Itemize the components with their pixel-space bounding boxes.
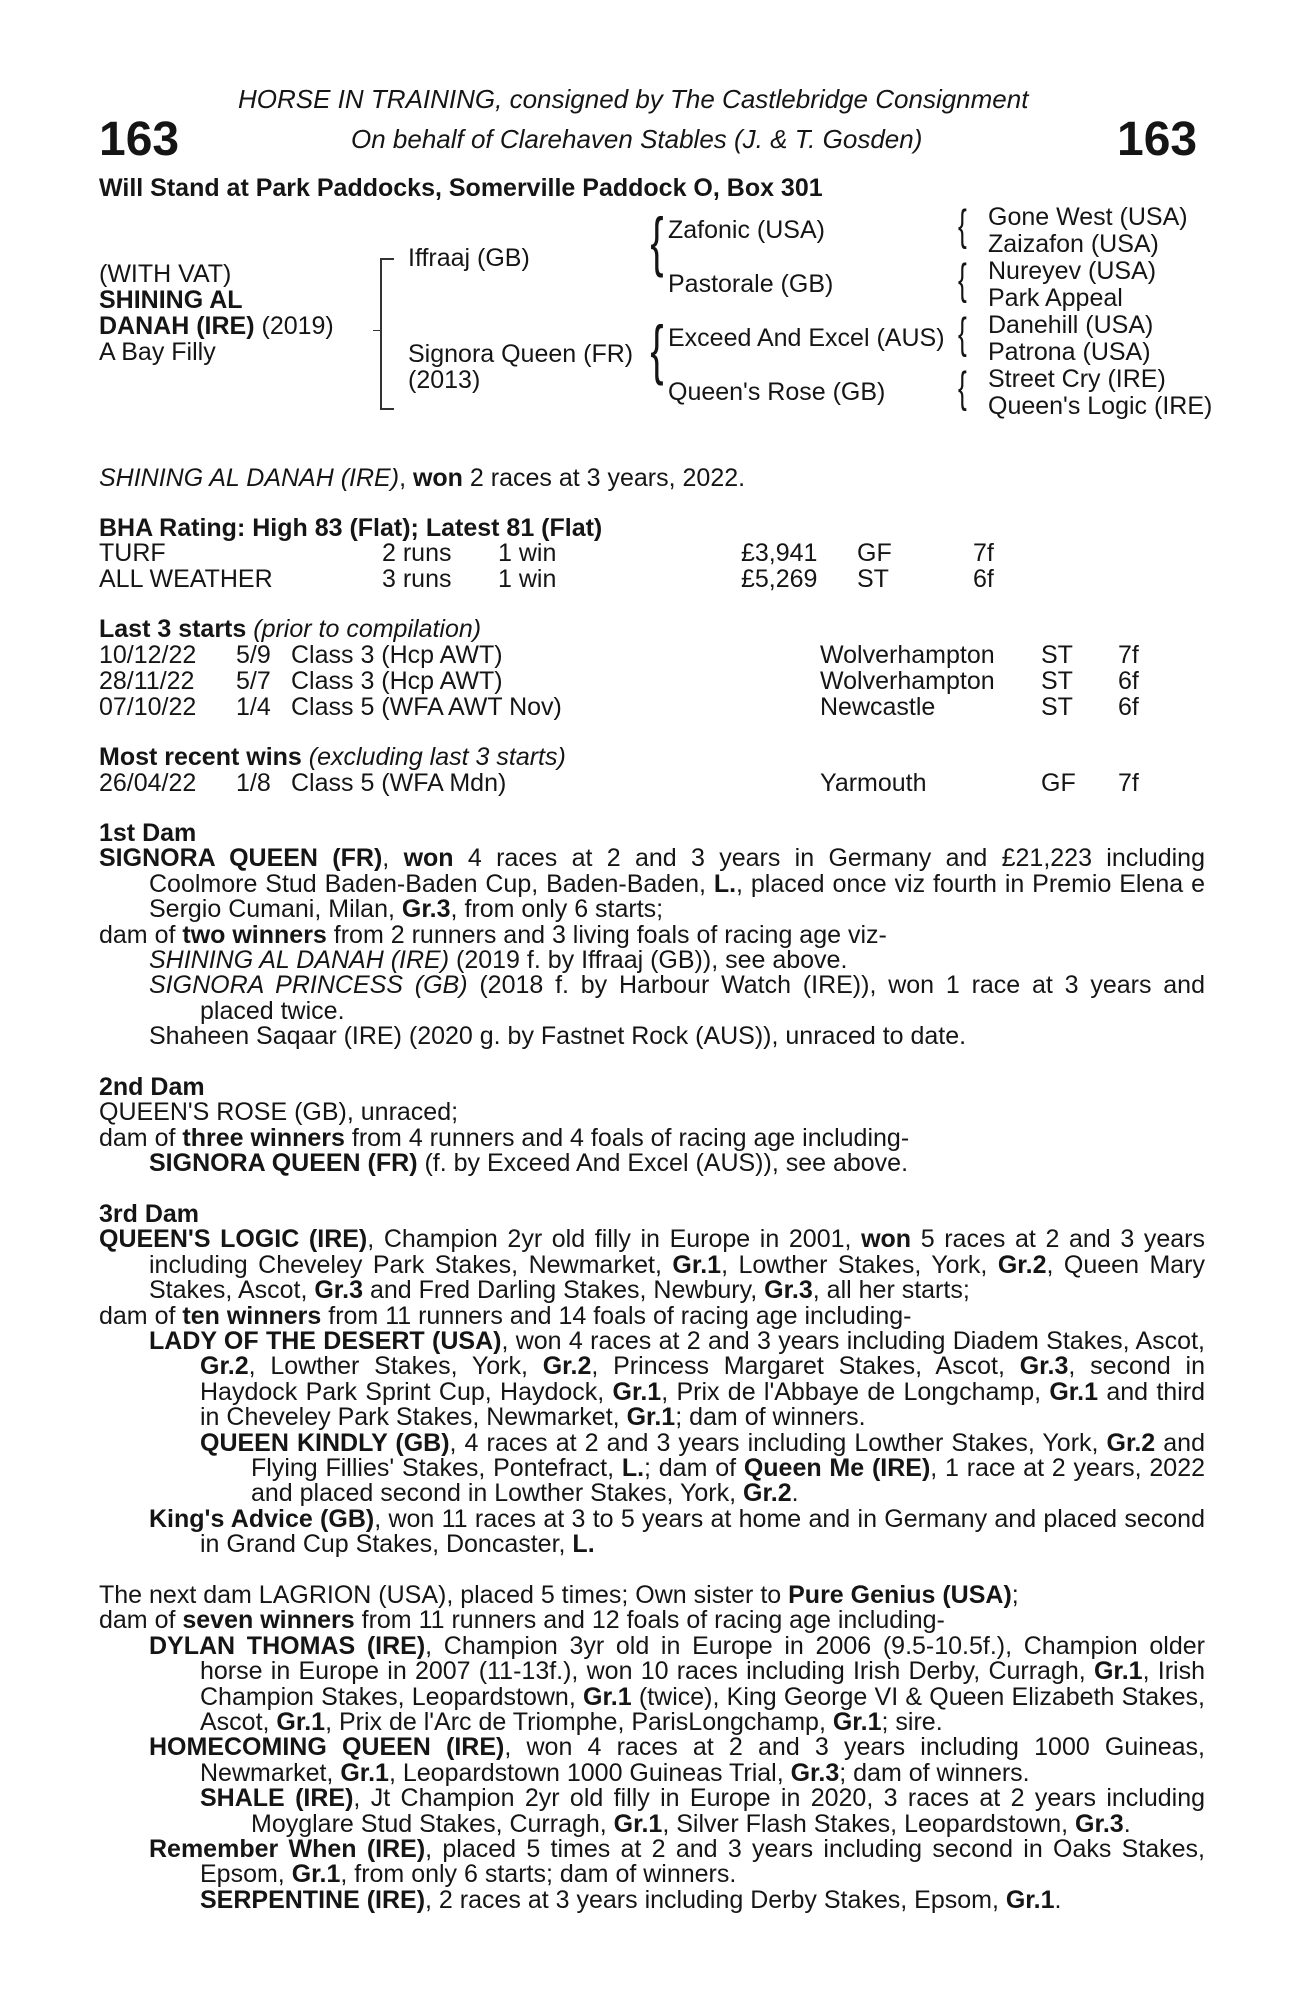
text: , 4 races at 2 and 3 years including Lowther Stakes, York, xyxy=(449,1428,1107,1457)
recent-note: (excluding last 3 starts) xyxy=(301,743,566,771)
dam-dam: Queen's Rose (GB) xyxy=(668,378,886,406)
winners-count: two winners xyxy=(182,920,327,949)
winners-count: seven winners xyxy=(182,1606,355,1635)
pedigree-brace-point xyxy=(373,330,380,331)
race-summary xyxy=(99,466,745,491)
win-race: Class 5 (WFA Mdn) xyxy=(291,769,507,797)
win-position: 1/8 xyxy=(236,769,271,797)
text: , from only 6 starts; xyxy=(450,895,664,924)
start-race: Class 5 (WFA AWT Nov) xyxy=(291,693,562,721)
text: from 4 runners and 4 foals of racing age including- xyxy=(344,1123,910,1152)
dam-produce-line xyxy=(99,1123,1205,1152)
grade: Gr.1 xyxy=(583,1682,632,1711)
start-course: Newcastle xyxy=(820,693,936,721)
stand-location: Will Stand at Park Paddocks, Somerville Paddock O, Box 301 xyxy=(99,174,823,202)
lot-number-left: 163 xyxy=(99,113,180,166)
produce-name: Pure Genius (USA) xyxy=(788,1581,1012,1609)
start-position: 5/9 xyxy=(236,641,271,669)
produce-entry: Shaheen Saqaar (IRE) (2020 g. by Fastnet Rock (AUS)), unraced to date. xyxy=(149,1022,967,1051)
text: , xyxy=(382,844,404,873)
text: and Flying Fillies' Stakes, Pontefract, xyxy=(251,1428,1205,1483)
text: ; sire. xyxy=(881,1708,943,1737)
start-distance: 6f xyxy=(1118,693,1139,721)
text: , Lowther Stakes, York, xyxy=(248,1352,543,1381)
produce-entry xyxy=(99,948,1205,973)
text: dam of xyxy=(99,920,183,949)
lot-number-right: 163 xyxy=(1117,113,1198,166)
text: The next dam LAGRION (USA), placed 5 times; Own sister to xyxy=(99,1581,789,1609)
produce-name: DYLAN THOMAS (IRE) xyxy=(149,1631,426,1660)
recent-wins-heading xyxy=(99,745,566,770)
grade: Gr.1 xyxy=(612,1377,662,1406)
text: dam of xyxy=(99,1301,183,1330)
produce-name: SIGNORA QUEEN (FR) xyxy=(149,1149,418,1178)
gen3-ddd: Queen's Logic (IRE) xyxy=(988,392,1213,420)
produce-name: Queen Me (IRE) xyxy=(743,1454,931,1483)
consignor-line: HORSE IN TRAINING, consigned by The Castlebridge Consignment xyxy=(238,84,1029,114)
produce-name: SHALE (IRE) xyxy=(200,1784,354,1813)
rating-row-runs: 3 runs xyxy=(382,565,452,593)
text: , Champion 2yr old filly in Europe in 2001, xyxy=(367,1225,862,1254)
gen3-sdd: Park Appeal xyxy=(988,284,1123,312)
produce-entry xyxy=(99,1786,1205,1837)
last3-note: (prior to compilation) xyxy=(246,615,482,643)
g3-brace-3: { xyxy=(957,309,967,358)
text: (2019 f. by Iffraaj (GB)), see above. xyxy=(449,946,848,975)
text: , from only 6 starts; dam of winners. xyxy=(340,1860,737,1889)
start-race: Class 3 (Hcp AWT) xyxy=(291,641,503,669)
start-course: Wolverhampton xyxy=(820,641,995,669)
rating-row-wins: 1 win xyxy=(498,565,557,593)
produce-name: SHINING AL DANAH (IRE) xyxy=(149,946,450,975)
text: ; dam of xyxy=(644,1454,744,1483)
sire-brace: { xyxy=(650,204,664,278)
start-date: 28/11/22 xyxy=(99,667,195,695)
produce-entry xyxy=(99,1885,1205,1914)
section-heading: 1st Dam xyxy=(99,819,197,847)
sire: Iffraaj (GB) xyxy=(408,244,530,272)
text: , Queen Mary Stakes, Ascot, xyxy=(149,1250,1206,1305)
text: , all her starts; xyxy=(812,1276,970,1305)
produce-name: King's Advice (GB) xyxy=(149,1504,375,1533)
text: , 1 race at 2 years, 2022 and placed second in Lowther Stakes, York, xyxy=(251,1454,1205,1508)
produce-name: SERPENTINE (IRE) xyxy=(200,1885,426,1914)
start-going: ST xyxy=(1041,641,1073,669)
text: , Prix de l'Arc de Triomphe, ParisLongchamp, xyxy=(325,1708,833,1737)
horse-name-line2 xyxy=(99,314,334,339)
produce-name: LADY OF THE DESERT (USA) xyxy=(149,1327,502,1356)
text: from 11 runners and 14 foals of racing age including- xyxy=(321,1301,912,1330)
next-dam-section xyxy=(99,1583,1205,1913)
rating-row-going: GF xyxy=(857,539,892,567)
sire-dam: Pastorale (GB) xyxy=(668,270,834,298)
summary-horse: SHINING AL DANAH (IRE) xyxy=(99,464,400,492)
produce-entry xyxy=(99,1631,1205,1737)
win-course: Yarmouth xyxy=(820,769,927,797)
text: , Princess Margaret Stakes, Ascot, xyxy=(591,1352,1020,1381)
text: (f. by Exceed And Excel (AUS)), see above. xyxy=(417,1149,909,1178)
recent-title: Most recent wins xyxy=(99,743,302,771)
grade: Gr.1 xyxy=(832,1708,882,1737)
produce-entry xyxy=(99,973,1205,1024)
vat-note: (WITH VAT) xyxy=(99,260,232,288)
text: dam of xyxy=(99,1123,183,1152)
gen3-dsd: Patrona (USA) xyxy=(988,338,1151,366)
grade: Gr.1 xyxy=(1093,1657,1143,1686)
gen3-dds: Street Cry (IRE) xyxy=(988,365,1166,393)
text: from 2 runners and 3 living foals of racing age viz- xyxy=(326,920,887,949)
grade: Gr.1 xyxy=(291,1860,341,1889)
text: . xyxy=(791,1479,799,1508)
grade: Gr.1 xyxy=(340,1758,389,1787)
text: , second in Haydock Park Sprint Cup, Haydock, xyxy=(200,1352,1205,1406)
start-course: Wolverhampton xyxy=(820,667,995,695)
dam-record: QUEEN'S ROSE (GB), unraced; xyxy=(99,1098,459,1127)
text: ; dam of winners. xyxy=(675,1403,866,1432)
rating-row-going: ST xyxy=(857,565,889,593)
produce-entry xyxy=(99,1428,1205,1508)
text: ; dam of winners. xyxy=(839,1758,1030,1787)
g3-brace-4: { xyxy=(957,363,967,412)
produce-name: QUEEN KINDLY (GB) xyxy=(200,1428,450,1457)
text: , won 4 races at 2 and 3 years including 1000 Guineas, Newmarket, xyxy=(200,1733,1205,1787)
text: , Leopardstown 1000 Guineas Trial, xyxy=(388,1758,791,1787)
grade: Gr.2 xyxy=(997,1250,1047,1279)
start-going: ST xyxy=(1041,693,1073,721)
gen3-ssd: Zaizafon (USA) xyxy=(988,230,1159,258)
winners-count: three winners xyxy=(182,1123,345,1152)
gen3-sds: Nureyev (USA) xyxy=(988,257,1157,285)
horse-year: (2019) xyxy=(254,312,334,340)
produce-name: SIGNORA PRINCESS (GB) xyxy=(149,971,468,1000)
text: (2018 f. by Harbour Watch (IRE)), won 1 race at 3 years and placed twice. xyxy=(200,971,1205,1025)
dam-record xyxy=(99,1227,1205,1303)
text: , 2 races at 3 years including Derby Stakes, Epsom, xyxy=(425,1885,1006,1914)
text: , Jt Champion 2yr old filly in Europe in 2020, 3 races at 2 years including Moyglare Stud Stakes, Curragh, xyxy=(251,1784,1206,1838)
dam-produce-line xyxy=(99,1301,1205,1330)
grade: Gr.2 xyxy=(743,1479,792,1508)
pedigree-brace xyxy=(380,258,394,410)
text: 4 races at 2 and 3 years in Germany and £21,223 including Coolmore Stud Baden-Baden Cup, Baden-Baden, xyxy=(149,844,1205,898)
grade: Gr.2 xyxy=(542,1352,592,1381)
dam-record xyxy=(99,1583,1205,1608)
grade: L. xyxy=(621,1454,645,1483)
gen3-dss: Danehill (USA) xyxy=(988,311,1154,339)
win-going: GF xyxy=(1041,769,1076,797)
grade: Gr.3 xyxy=(764,1276,813,1305)
win-date: 26/04/22 xyxy=(99,769,197,797)
start-distance: 6f xyxy=(1118,667,1139,695)
rating-row-runs: 2 runs xyxy=(382,539,452,567)
text: , won 4 races at 2 and 3 years including Diadem Stakes, Ascot, xyxy=(501,1327,1205,1356)
dam-produce-line xyxy=(99,1608,1205,1633)
text: , Irish Champion Stakes, Leopardstown, xyxy=(200,1657,1205,1711)
rating-row-dist: 7f xyxy=(973,539,994,567)
rating-row-surface: TURF xyxy=(99,539,166,567)
start-distance: 7f xyxy=(1118,641,1139,669)
start-date: 10/12/22 xyxy=(99,641,197,669)
text: , Lowther Stakes, York, xyxy=(721,1250,998,1279)
text: , Champion 3yr old in Europe in 2006 (9.5-10.5f.), Champion older horse in Europe in 2007 (11-13f.), won 10 races including Irish Derby, Curragh, xyxy=(200,1631,1205,1686)
text: from 11 runners and 12 foals of racing age including- xyxy=(354,1606,945,1635)
dam-brace: { xyxy=(650,312,664,386)
second-dam-section xyxy=(99,1075,1205,1177)
section-heading: 2nd Dam xyxy=(99,1073,205,1101)
g3-brace-1: { xyxy=(957,201,967,250)
gen3-sss: Gone West (USA) xyxy=(988,203,1188,231)
last3-heading xyxy=(99,617,481,642)
text: , Silver Flash Stakes, Leopardstown, xyxy=(662,1809,1076,1838)
text: dam of xyxy=(99,1606,183,1635)
sire-sire: Zafonic (USA) xyxy=(668,216,825,244)
grade: Gr.2 xyxy=(1106,1428,1156,1457)
rating-row-surface: ALL WEATHER xyxy=(99,565,273,593)
text: and third in Cheveley Park Stakes, Newmarket, xyxy=(200,1377,1205,1432)
text: , Prix de l'Abbaye de Longchamp, xyxy=(661,1377,1050,1406)
first-dam-section xyxy=(99,821,1205,1050)
dam: Signora Queen (FR) xyxy=(408,340,634,368)
dam-name: QUEEN'S LOGIC (IRE) xyxy=(99,1225,368,1254)
summary-sep: , xyxy=(399,464,413,492)
text: , placed 5 times at 2 and 3 years including second in Oaks Stakes, Epsom, xyxy=(200,1835,1205,1889)
produce-entry xyxy=(99,1735,1205,1786)
rating-row-wins: 1 win xyxy=(498,539,557,567)
horse-name: DANAH (IRE) xyxy=(99,312,255,340)
grade: L. xyxy=(572,1530,595,1559)
grade: Gr.1 xyxy=(626,1403,676,1432)
grade: L. xyxy=(713,869,737,898)
dam-name: SIGNORA QUEEN (FR) xyxy=(99,844,383,873)
start-position: 1/4 xyxy=(236,693,271,721)
g3-brace-2: { xyxy=(957,255,967,304)
grade: Gr.3 xyxy=(314,1276,364,1305)
horse-name-line1: SHINING AL xyxy=(99,286,243,314)
third-dam-section xyxy=(99,1202,1205,1558)
grade: Gr.1 xyxy=(1049,1377,1099,1406)
winners-count: ten winners xyxy=(182,1301,322,1330)
produce-entry xyxy=(99,1329,1205,1431)
grade: Gr.1 xyxy=(672,1250,722,1279)
produce-name: HOMECOMING QUEEN (IRE) xyxy=(149,1733,505,1762)
horse-description: A Bay Filly xyxy=(99,338,216,366)
last3-title: Last 3 starts xyxy=(99,615,247,643)
rating-title: BHA Rating: High 83 (Flat); Latest 81 (Flat) xyxy=(99,514,603,542)
won-label: won xyxy=(403,844,454,873)
text: . xyxy=(1054,1885,1062,1914)
produce-entry xyxy=(99,1504,1205,1559)
win-distance: 7f xyxy=(1118,769,1139,797)
summary-rest: 2 races at 3 years, 2022. xyxy=(462,464,746,492)
on-behalf-line: On behalf of Clarehaven Stables (J. & T. Gosden) xyxy=(351,124,923,154)
grade: Gr.3 xyxy=(401,895,451,924)
text: . xyxy=(1123,1809,1131,1838)
dam-record xyxy=(99,846,1205,922)
grade: Gr.3 xyxy=(1075,1809,1124,1838)
text: and Fred Darling Stakes, Newbury, xyxy=(363,1276,765,1305)
section-heading: 3rd Dam xyxy=(99,1200,200,1228)
rating-row-prize: £3,941 xyxy=(741,539,818,567)
rating-row-prize: £5,269 xyxy=(741,565,818,593)
grade: Gr.3 xyxy=(790,1758,840,1787)
produce-entry xyxy=(99,1151,1205,1176)
produce-entry xyxy=(99,1837,1205,1888)
text: 5 races at 2 and 3 years including Cheveley Park Stakes, Newmarket, xyxy=(149,1225,1205,1279)
grade: Gr.1 xyxy=(613,1809,663,1838)
text: (twice), King George VI & Queen Elizabeth Stakes, Ascot, xyxy=(200,1682,1205,1737)
start-race: Class 3 (Hcp AWT) xyxy=(291,667,503,695)
start-date: 07/10/22 xyxy=(99,693,197,721)
grade: Gr.1 xyxy=(1005,1885,1055,1914)
grade: Gr.2 xyxy=(200,1352,249,1381)
won-label: won xyxy=(861,1225,912,1254)
text: , won 11 races at 3 to 5 years at home and in Germany and placed second in Grand Cup Stakes, Doncaster, xyxy=(200,1504,1205,1559)
dam-year: (2013) xyxy=(408,366,481,394)
text: , placed once viz fourth in Premio Elena e Sergio Cumani, Milan, xyxy=(149,869,1205,924)
grade: Gr.1 xyxy=(276,1708,326,1737)
start-going: ST xyxy=(1041,667,1073,695)
dam-produce-line xyxy=(99,920,1205,949)
text: ; xyxy=(1011,1581,1019,1609)
dam-sire: Exceed And Excel (AUS) xyxy=(668,324,945,352)
grade: Gr.3 xyxy=(1019,1352,1069,1381)
start-position: 5/7 xyxy=(236,667,271,695)
summary-won: won xyxy=(412,464,463,492)
rating-row-dist: 6f xyxy=(973,565,994,593)
produce-name: Remember When (IRE) xyxy=(149,1835,426,1864)
